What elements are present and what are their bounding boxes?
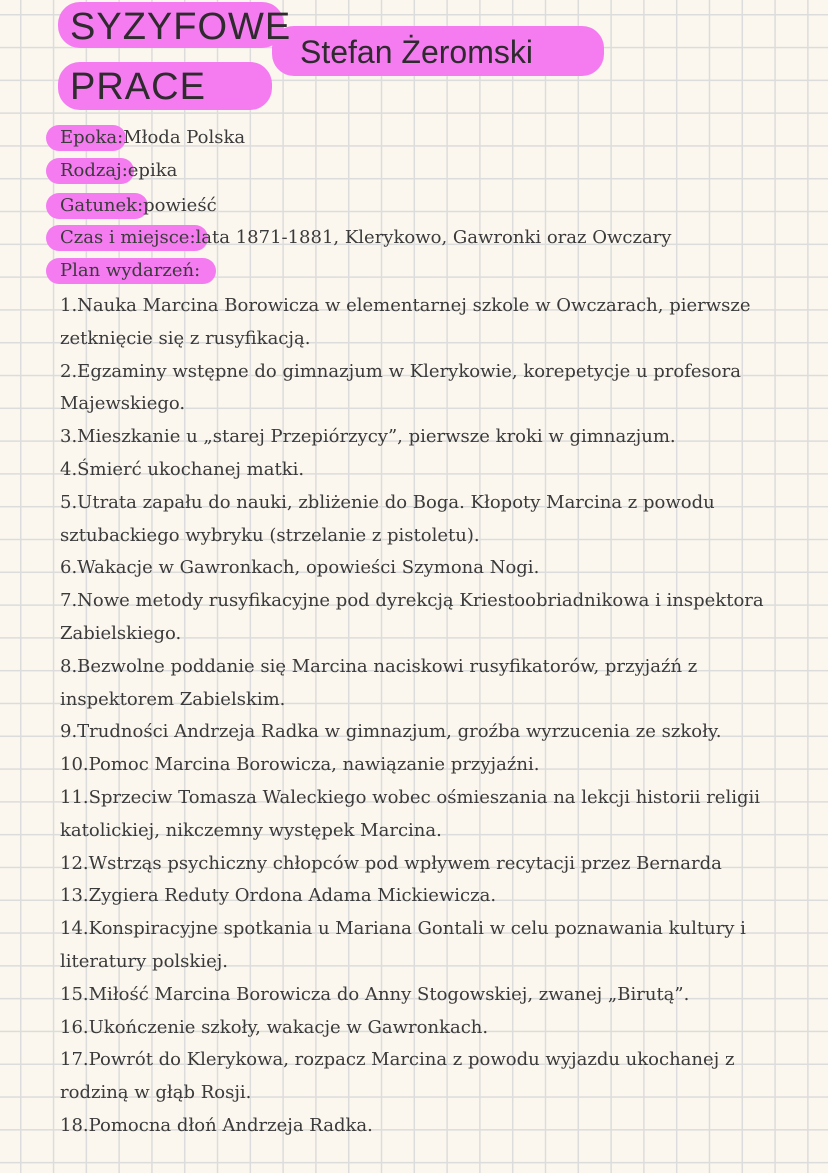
list-item: 9.Trudności Andrzeja Radka w gimnazjum, groźba wyrzucenia ze szkoły.: [60, 721, 722, 743]
list-item: 1.Nauka Marcina Borowicza w elementarnej szkole w Owczarach, pierwsze zetknięcie się z rusyfikacją.: [60, 295, 751, 349]
meta-epoka: [60, 125, 245, 151]
list-item: 18.Pomocna dłoń Andrzeja Radka.: [60, 1114, 373, 1136]
list-item: 7.Nowe metody rusyfikacyjne pod dyrekcją Kriestoobriadnikowa i inspektora Zabielskiego.: [60, 590, 764, 644]
list-item: 10.Pomoc Marcina Borowicza, nawiązanie przyjaźni.: [60, 754, 540, 776]
title-line-1: SYZYFOWE: [70, 6, 292, 48]
title-line-2: PRACE: [70, 66, 206, 108]
meta-gatunek-label: Gatunek:: [60, 195, 144, 216]
list-item: 12.Wstrząs psychiczny chłopców pod wpływem recytacji przez Bernarda: [60, 852, 722, 874]
events-list: [60, 290, 790, 1143]
meta-rodzaj: [60, 158, 177, 184]
list-item: 11.Sprzeciw Tomasza Waleckiego wobec ośmieszania na lekcji historii religii katolickiej, nikczemny występek Marcina.: [60, 786, 760, 841]
list-item: 2.Egzaminy wstępne do gimnazjum w Klerykowie, korepetycje u profesora Majewskiego.: [60, 360, 741, 415]
meta-gatunek: [60, 193, 217, 219]
meta-rodzaj-value: epika: [127, 160, 178, 181]
meta-plan-label: Plan wydarzeń:: [60, 260, 201, 281]
list-item: 16.Ukończenie szkoły, wakacje w Gawronkach.: [60, 1016, 489, 1038]
list-item: 14.Konspiracyjne spotkania u Mariana Gontali w celu poznawania kultury i literatury polskiej.: [60, 918, 746, 972]
meta-epoka-value: Młoda Polska: [123, 127, 246, 148]
meta-czas: [60, 225, 671, 251]
author-name: Stefan Żeromski: [300, 34, 533, 70]
meta-gatunek-value: powieść: [143, 195, 217, 216]
list-item: 13.Zygiera Reduty Ordona Adama Mickiewicza.: [60, 885, 497, 907]
meta-epoka-label: Epoka:: [60, 127, 124, 148]
list-item: 5.Utrata zapału do nauki, zbliżenie do Boga. Kłopoty Marcina z powodu sztubackiego wybryku (strzelanie z pistoletu).: [60, 491, 715, 546]
list-item: 6.Wakacje w Gawronkach, opowieści Szymona Nogi.: [60, 557, 540, 579]
meta-czas-label: Czas i miejsce:: [60, 227, 196, 248]
list-item: 8.Bezwolne poddanie się Marcina naciskowi rusyfikatorów, przyjaźń z inspektorem Zabielskim.: [60, 655, 698, 710]
meta-rodzaj-label: Rodzaj:: [60, 160, 128, 181]
meta-czas-value: lata 1871-1881, Klerykowo, Gawronki oraz Owczary: [195, 227, 672, 248]
list-item: 15.Miłość Marcina Borowicza do Anny Stogowskiej, zwanej „Birutą”.: [60, 983, 690, 1005]
list-item: 4.Śmierć ukochanej matki.: [60, 458, 305, 480]
list-item: 17.Powrót do Klerykowa, rozpacz Marcina z powodu wyjazdu ukochanej z rodziną w głąb Rosji.: [60, 1049, 735, 1104]
list-item: 3.Mieszkanie u „starej Przepiórzycy”, pierwsze kroki w gimnazjum.: [60, 426, 676, 448]
meta-plan: [60, 258, 200, 284]
